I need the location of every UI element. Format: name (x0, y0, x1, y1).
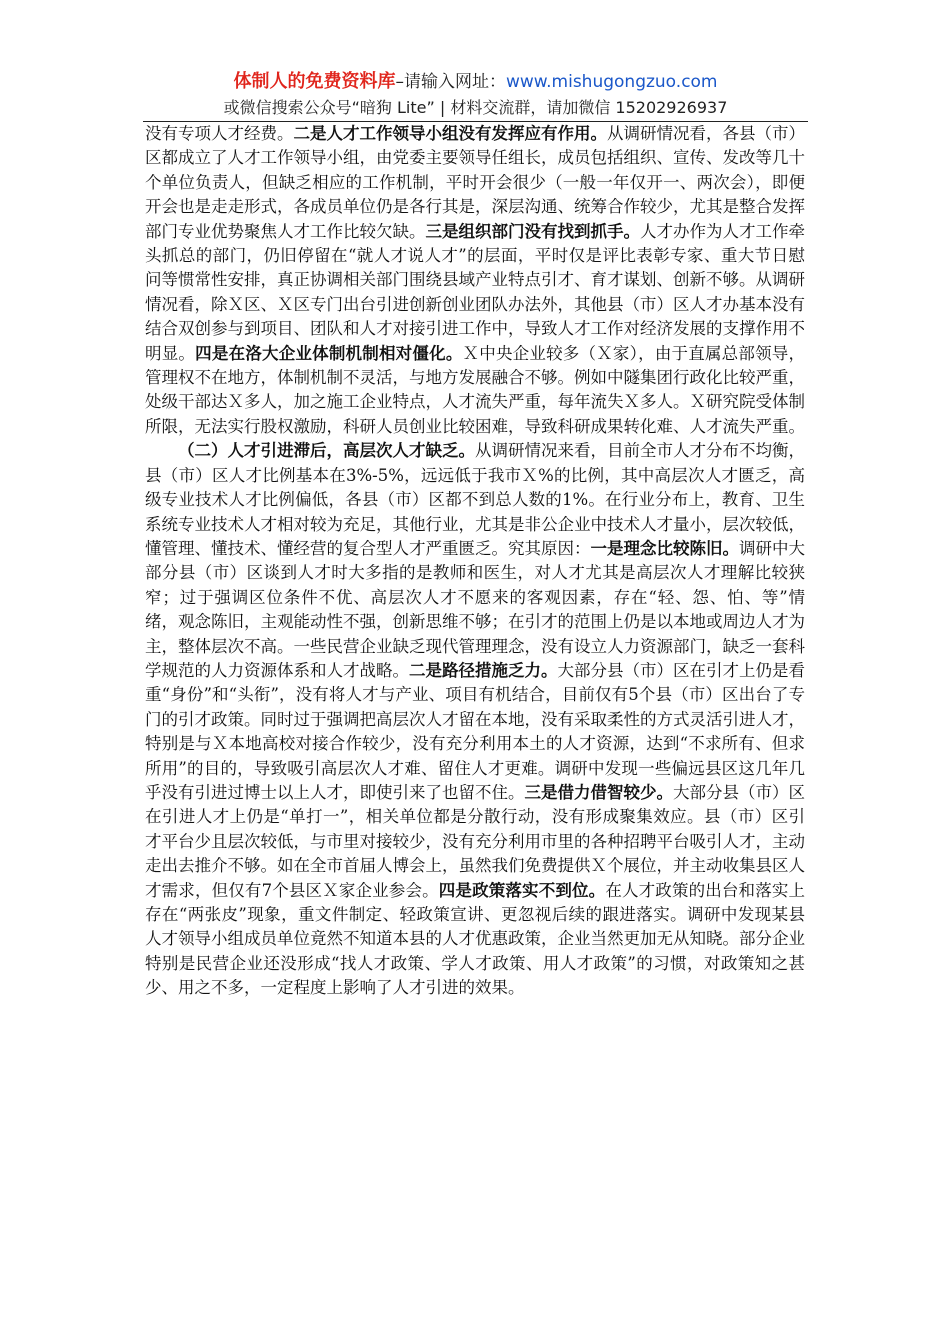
header-line-2: 或微信搜索公众号“暗狗 Lite” | 材料交流群，请加微信 15202926937 (223, 98, 728, 117)
paragraph-1 (145, 122, 805, 439)
text-run: 没有专项人才经费。 (145, 124, 294, 143)
text-run: 在人才政策的出台和落实上存在“两张皮”现象，重文件制定、轻政策宣讲、更忽视后续的跟进落实。调研中发现某县人才领导小组成员单位竟然不知道本县的人才优惠政策，企业当然更加无从知晓。部分企业特别是民营企业还没形成“找人才政策、学人才政策、用人才政策”的习惯，对政策知之甚少、用之不多，一定程度上影响了人才引进的效果。 (145, 880, 806, 998)
text-run: 调研中大部分县（市）区谈到人才时大多指的是教师和医生，对人才尤其是高层次人才理解比较狭窄；过于强调区位条件不优、高层次人才不愿来的客观因素，存在“轻、怨、怕、等”情绪，观念陈旧，主观能动性不强，创新思维不够；在引才的范围上仍是以本地或周边人才为主，整体层次不高。一些民营企业缺乏现代管理理念，没有设立人力资源部门，缺乏一套科学规范的人力资源体系和人才战略。 (145, 538, 805, 680)
paragraph-2 (145, 439, 805, 1000)
header-line-1 (143, 70, 808, 94)
bold-heading: 三是组织部门没有找到抓手。 (425, 221, 640, 241)
url-prompt: –请输入网址： (395, 72, 506, 92)
bold-heading: 二是人才工作领导小组没有发挥应有作用。 (293, 124, 607, 143)
text-run: 从调研情况来看，目前全市人才分布不均衡，县（市）区人才比例基本在3%-5%，远远低于我市Ｘ%的比例，其中高层次人才匮乏，高级专业技术人才比例偏低，各县（市）区都不到总人数的1%。在行业分布上，教育、卫生系统专业技术人才相对较为充足，其他行业，尤其是非公企业中技术人才量小，层次较低，懂管理、懂技术、懂经营的复合型人才严重匮乏。究其原因： (145, 441, 805, 558)
document-body (145, 122, 805, 1001)
text-run: 大部分县（市）区在引进人才上仍是“单打一”，相关单位都是分散行动，没有形成聚集效应。县（市）区引才平台少且层次较低，与市里对接较少，没有充分利用市里的各种招聘平台吸引人才，主动走出去推介不够。如在全市首届人博会上，虽然我们免费提供Ｘ个展位，并主动收集县区人才需求，但仅有7个县区Ｘ家企业参会。 (145, 782, 805, 900)
text-run: 人才办作为人才工作牵头抓总的部门，仍旧停留在“就人才说人才”的层面，平时仅是评比表彰专家、重大节日慰问等惯常性安排，真正协调相关部门围绕县域产业特点引才、育才谋划、创新不够。从调研情况看，除Ｘ区、Ｘ区专门出台引进创新创业团队办法外，其他县（市）区人才办基本没有结合双创参与到项目、团队和人才对接引进工作中，导致人才工作对经济发展的支撑作用不明显。 (145, 221, 805, 363)
bold-heading: 四是在洛大企业体制机制相对僵化。 (195, 343, 463, 363)
text-run: 大部分县（市）区在引才上仍是看重“身份”和“头衔”，没有将人才与产业、项目有机结合，目前仅有5个县（市）区出台了专门的引才政策。同时过于强调把高层次人才留在本地，没有采取柔性的方式灵活引进人才，特别是与Ｘ本地高校对接合作较少，没有充分利用本土的人才资源，达到“不求所有、但求所用”的目的，导致吸引高层次人才难、留住人才更难。调研中发现一些偏远县区这几年几乎没有引进过博士以上人才，即使引来了也留不住。 (145, 660, 805, 802)
website-link[interactable]: www.mishugongzuo.com (505, 72, 718, 92)
text-run: 从调研情况看，各县（市）区都成立了人才工作领导小组，由党委主要领导任组长，成员包括组织、宣传、发改等几十个单位负责人，但缺乏相应的工作机制，平时开会很少（一般一年仅开一、两次会），即便开会也是走走形式，各成员单位仍是各行其是，深层沟通、统筹合作较少，尤其是整合发挥部门专业优势聚焦人才工作比较欠缺。 (145, 124, 805, 241)
bold-heading: 三是借力借智较少。 (524, 782, 673, 802)
bold-heading: 二是路径措施乏力。 (409, 660, 558, 680)
brand-title: 体制人的免费资料库 (233, 71, 396, 92)
bold-heading: 四是政策落实不到位。 (438, 880, 606, 900)
text-run: Ｘ中央企业较多（Ｘ家），由于直属总部领导，管理权不在地方，体制机制不灵活，与地方发展融合不够。例如中隧集团行政化比较严重，处级干部达Ｘ多人，加之施工企业特点，人才流失严重，每年流失Ｘ多人。Ｘ研究院受体制所限，无法实行股权激励，科研人员创业比较困难，导致科研成果转化难、人才流失严重。 (145, 343, 806, 436)
bold-heading: 一是理念比较陈旧。 (590, 538, 739, 558)
section-heading: （二）人才引进滞后，高层次人才缺乏。 (178, 441, 475, 461)
page-header (143, 70, 808, 120)
